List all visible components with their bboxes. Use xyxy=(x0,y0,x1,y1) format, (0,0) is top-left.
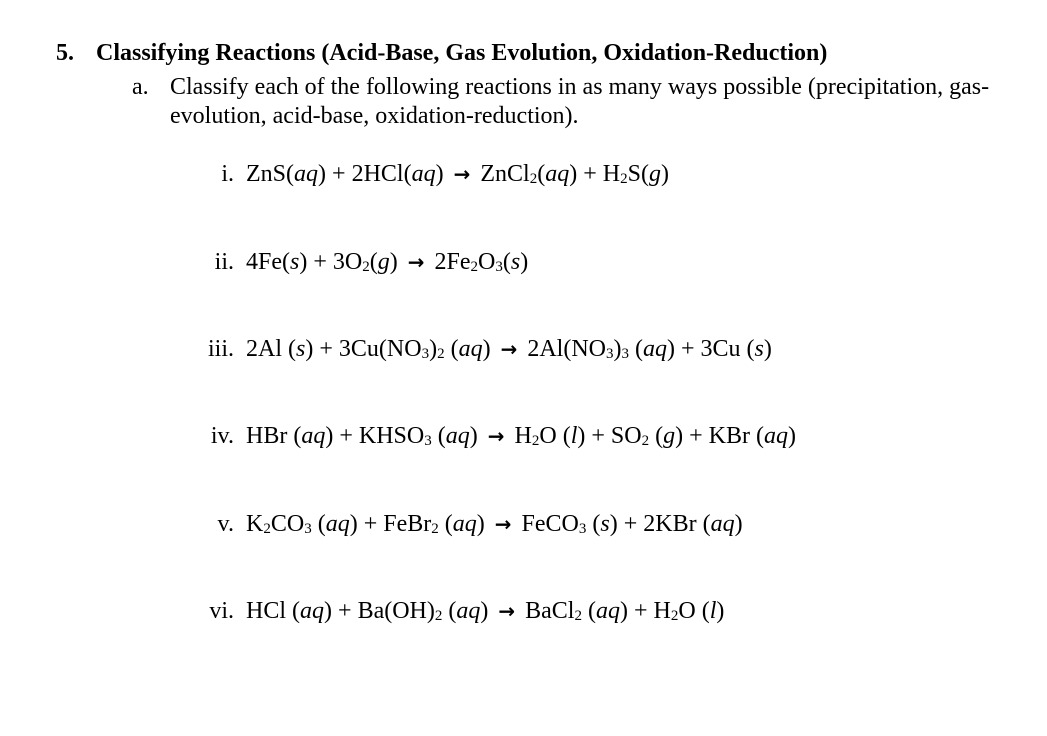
state-symbol: aq xyxy=(456,598,481,624)
state-symbol: aq xyxy=(411,161,436,187)
reaction-item xyxy=(150,511,743,538)
state-symbol: s xyxy=(600,511,610,537)
reaction-numeral: i. xyxy=(221,161,234,187)
reaction-item xyxy=(150,598,724,625)
state-symbol: g xyxy=(377,249,390,275)
reaction-equation: ZnS(aq) + 2HCl(aq) → ZnCl$_2$(aq) + $H_2S(g)$ xyxy=(246,161,669,187)
reaction-numeral: iii. xyxy=(207,336,234,362)
state-symbol: aq xyxy=(452,511,477,537)
reaction-numeral: vi. xyxy=(209,598,234,624)
section-number: 5. xyxy=(56,40,74,66)
state-symbol: s xyxy=(754,336,764,362)
state-symbol: s xyxy=(510,249,521,275)
state-symbol: s xyxy=(296,336,306,362)
arrow-icon: → xyxy=(500,337,518,361)
instruction-text: Classify each of the following reactions in as many ways possible (precipitation, gas-evolution, acid-base, oxidation-reduction). xyxy=(170,74,990,129)
reaction-item xyxy=(150,161,669,188)
state-symbol: g xyxy=(663,423,676,449)
state-symbol: g xyxy=(648,161,661,187)
state-symbol: aq xyxy=(545,161,570,187)
state-symbol: aq xyxy=(595,598,620,624)
state-symbol: aq xyxy=(458,336,483,362)
section-heading xyxy=(56,40,827,67)
arrow-icon: → xyxy=(487,424,505,448)
arrow-icon: → xyxy=(453,162,471,186)
reaction-equation: HBr $(aq) + KHSO_3$ $(aq) \to H_2O$ $(l) + SO_2$ (g) + KBr (aq) xyxy=(246,423,796,449)
reaction-equation: $K_2CO_3$ (aq) + FeBr$_2$ (aq) → FeCO$_3$ (s) + 2KBr (aq) xyxy=(246,511,743,537)
state-symbol: aq xyxy=(301,423,326,449)
arrow-icon: → xyxy=(407,250,425,274)
reaction-item xyxy=(150,336,772,363)
reaction-equation: HCl $(aq) + Ba(OH)_2$ (aq) → BaCl$_2$ $(aq) + H_2O$ (l) xyxy=(246,598,725,624)
reaction-numeral: iv. xyxy=(210,423,234,449)
arrow-icon: → xyxy=(494,512,512,536)
state-symbol: s xyxy=(290,249,300,275)
instruction-letter: a. xyxy=(132,74,149,100)
state-symbol: l xyxy=(570,423,578,449)
reaction-numeral: v. xyxy=(217,511,234,537)
state-symbol: aq xyxy=(710,511,735,537)
section-title: Classifying Reactions (Acid-Base, Gas Evolution, Oxidation-Reduction) xyxy=(96,40,828,66)
reaction-item xyxy=(150,423,796,450)
state-symbol: aq xyxy=(325,511,350,537)
reaction-equation: $4Fe(s) + 3O_2(g) \to 2Fe_2O_3(s)$ xyxy=(246,249,529,275)
state-symbol: aq xyxy=(445,423,470,449)
state-symbol: aq xyxy=(763,423,788,449)
state-symbol: aq xyxy=(294,161,319,187)
state-symbol: aq xyxy=(642,336,667,362)
arrow-icon: → xyxy=(498,599,516,623)
state-symbol: l xyxy=(709,598,717,624)
instruction-paragraph xyxy=(132,73,1012,131)
reaction-equation: 2Al $(s) + 3Cu(NO_3)_2$ $(aq) \to 2Al(NO_3)_3$ (aq) + 3Cu (s) xyxy=(246,336,772,362)
state-symbol: aq xyxy=(300,598,325,624)
reaction-numeral: ii. xyxy=(214,249,234,275)
reaction-item xyxy=(150,249,528,276)
